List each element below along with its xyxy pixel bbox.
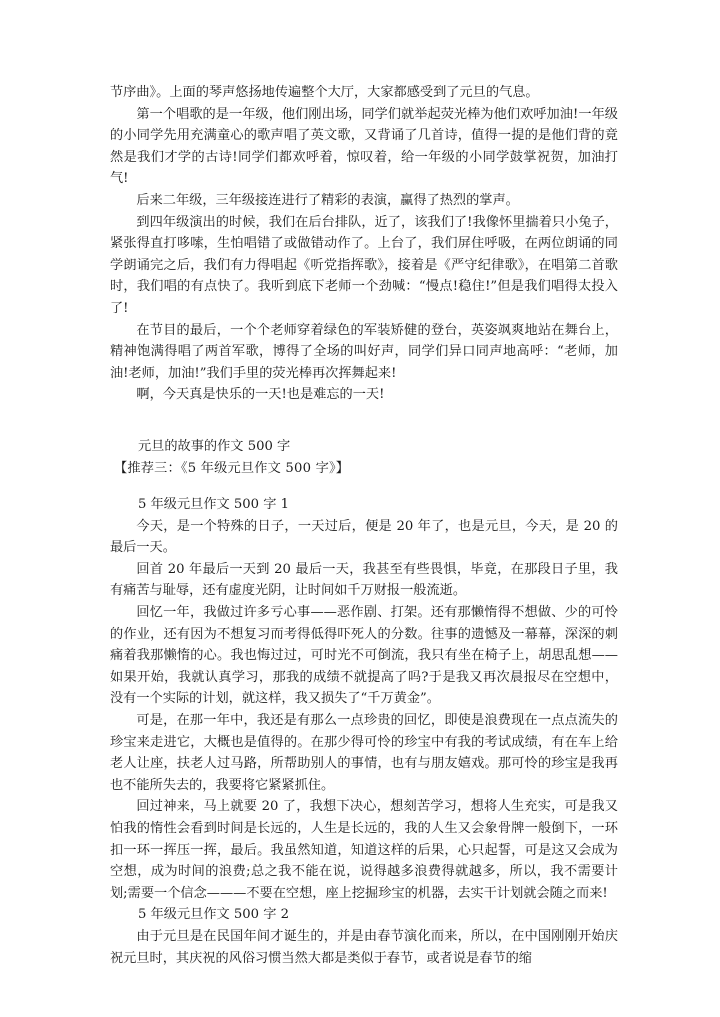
spacer — [110, 406, 618, 436]
paragraph-grade-one: 第一个唱歌的是一年级，他们刚出场，同学们就举起荧光棒为他们欢呼加油!一年级的小同学先用充满童心的歌声唱了英文歌，又背诵了几首诗，值得一提的是他们背的竟然是我们才学的古诗!同学们都欢呼着，惊叹着，给一年级的小同学鼓掌祝贺，加油打气! — [110, 106, 618, 187]
section-heading: 元旦的故事的作文 500 字 — [138, 438, 291, 454]
essay1-paragraph-4: 可是，在那一年中，我还是有那么一点珍贵的回忆，即使是浪费现在一点点流失的珍宝来走进它，大概也是值得的。在那少得可怜的珍宝中有我的考试成绩，有在车上给老人让座，扶老人过马路，所帮助别人的事情，也有与朋友嬉戏。那可怜的珍宝是我再也不能所失去的，我要将它紧紧抓住。 — [110, 713, 618, 793]
spacer — [110, 479, 618, 494]
essay1-paragraph-3: 回忆一年，我做过许多亏心事——恶作剧、打架。还有那懒惰得不想做、少的可怜的作业，还有因为不想复习而考得低得吓死人的分数。往事的遗憾及一幕幕，深深的刺痛着我那懒惰的心。我也悔过过，可时光不可倒流，我只有坐在椅子上，胡思乱想——如果开始，我就认真学习，那我的成绩不就提高了吗?于是我又再次晨报尽在空想中，没有一个实际的计划，就这样，我又损失了“千万黄金”。 — [110, 605, 618, 707]
recommend-heading: 【推荐三：《5 年级元旦作文 500 字》】 — [114, 460, 350, 476]
paragraph-closing: 啊，今天真是快乐的一天!也是难忘的一天! — [136, 387, 385, 403]
paragraph-grade-four: 到四年级演出的时候，我们在后台排队，近了，该我们了!我像怀里揣着只小兔子，紧张得直打哆嗦，生怕唱错了或做错动作了。上台了，我们屏住呼吸，在两位朗诵的同学朗诵完之后，我们有力得唱起《听党指挥歌》，接着是《严守纪律歌》，在唱第二首歌时，我们唱的有点快了。我听到底下老师一个劲喊：“慢点!稳住!”但是我们唱得太投入了! — [110, 214, 618, 316]
paragraph-opening-continuation: 节序曲》。上面的琴声悠扬地传遍整个大厅，大家都感受到了元旦的气息。 — [110, 85, 539, 100]
essay-title-1: 5 年级元旦作文 500 字 1 — [138, 497, 290, 513]
essay1-paragraph-1: 今天，是一个特殊的日子，一天过后，便是 20 年了，也是元旦，今天，是 20 的最后一天。 — [110, 518, 618, 556]
essay1-paragraph-5: 回过神来，马上就要 20 了，我想下决心，想刻苦学习，想将人生充实，可是我又怕我的惰性会看到时间是长远的，人生是长远的，我的人生又会象骨牌一般倒下，一环扣一环一挥压一挥，最后。我虽然知道，知道这样的后果，心只起誓，可是这又会成为空想，成为时间的浪费;总之我不能在说，说得越多浪费得就越多，所以，我不需要计划;需要一个信念———不要在空想，座上挖掘珍宝的机器，去实干计划就会随之而来! — [110, 799, 618, 901]
essay-title-2: 5 年级元旦作文 500 字 2 — [138, 907, 290, 923]
paragraph-teachers: 在节目的最后，一个个老师穿着绿色的军装矫健的登台，英姿飒爽地站在舞台上，精神饱满得唱了两首军歌，博得了全场的叫好声，同学们异口同声地高呼：“老师，加油!老师，加油!”我们手里的荧光棒再次挥舞起来! — [110, 322, 618, 381]
paragraph-grades-two-three: 后来二年级，三年级接连进行了精彩的表演，赢得了热烈的掌声。 — [136, 192, 519, 208]
essay1-paragraph-2: 回首 20 年最后一天到 20 最后一天，我甚至有些畏惧，毕竟，在那段日子里，我有痛苦与耻辱，还有虚度光阴，让时间如千万财报一般流逝。 — [110, 561, 618, 599]
essay2-paragraph-1: 由于元旦是在民国年间才诞生的，并是由春节演化而来，所以，在中国刚刚开始庆祝元旦时，其庆祝的风俗习惯当然大都是类似于春节，或者说是春节的缩 — [110, 928, 618, 966]
document-page — [110, 82, 618, 969]
